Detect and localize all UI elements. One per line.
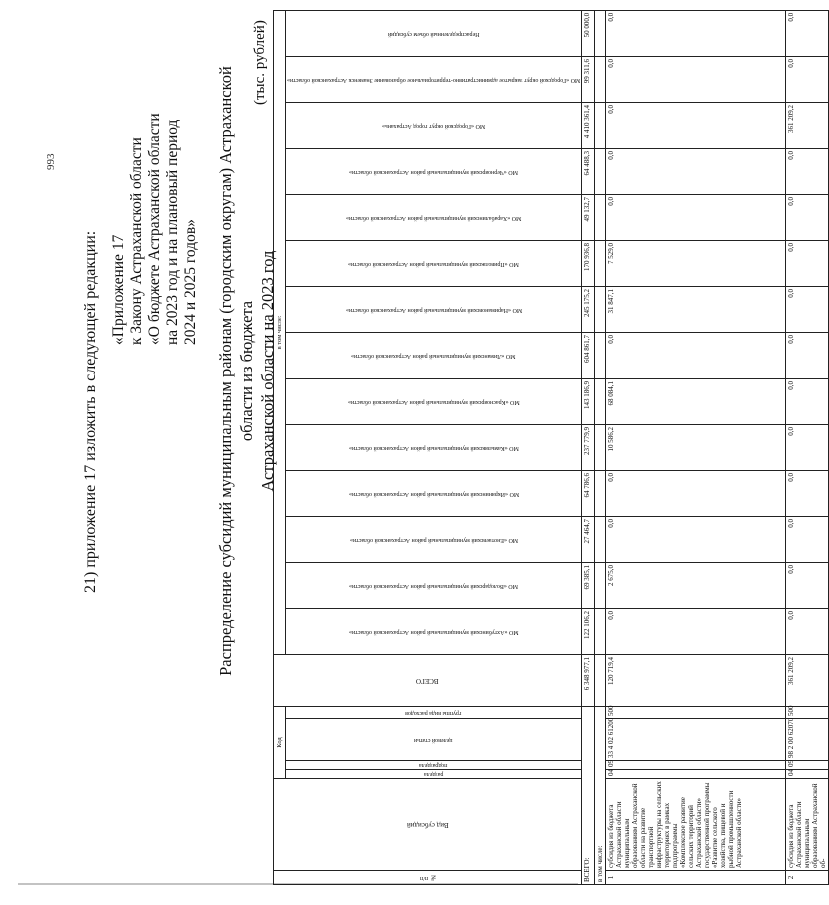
row-cell: 0,0 <box>606 56 786 102</box>
total-cell: 143 186,9 <box>582 378 595 424</box>
row-section: 04 <box>786 770 829 779</box>
row-total: 361 209,2 <box>786 654 829 706</box>
row-cell: 0,0 <box>606 194 786 240</box>
total-cell: 27 464,7 <box>582 516 595 562</box>
total-cell: 4 410 361,4 <box>582 102 595 148</box>
total-cell: 245 175,2 <box>582 286 595 332</box>
appendix-line: «О бюджете Астраханской области <box>146 113 163 345</box>
row-cell: 31 847,1 <box>606 286 786 332</box>
row-cell: 0,0 <box>786 240 829 286</box>
row-cell: 0,0 <box>786 10 829 56</box>
row-subsection: 09 <box>606 761 786 770</box>
total-cell: 50 000,0 <box>582 10 595 56</box>
header-district: МО «Лиманский муниципальный район Астраханской области» <box>286 332 582 378</box>
table-row <box>606 10 786 884</box>
total-row <box>582 10 595 884</box>
header-district: МО «Черноярский муниципальный район Астраханской области» <box>286 148 582 194</box>
row-cell: 361 209,2 <box>786 102 829 148</box>
row-cell: 0,0 <box>786 516 829 562</box>
header-district: МО «Городской округ закрытое административно-территориальное образование Знаменск Астраханской области» <box>286 56 582 102</box>
total-cell: 6 348 977,1 <box>582 654 595 706</box>
row-cell: 7 529,0 <box>606 240 786 286</box>
total-cell: 99 311,6 <box>582 56 595 102</box>
appendix-line: «Приложение 17 <box>110 234 127 345</box>
row-cell: 0,0 <box>606 516 786 562</box>
header-num: № п/п <box>274 871 582 885</box>
total-cell: 237 779,9 <box>582 424 595 470</box>
subsidy-distribution-table <box>273 10 829 885</box>
appendix-line: на 2023 год и на плановый период <box>164 119 181 345</box>
row-cell: 0,0 <box>606 102 786 148</box>
row-cell: 0,0 <box>786 194 829 240</box>
total-cell: 64 786,6 <box>582 470 595 516</box>
header-district: МО «Наримановский муниципальный район Астраханской области» <box>286 286 582 332</box>
total-cell: 69 385,1 <box>582 562 595 608</box>
row-target: 33 4 02 61200 <box>606 719 786 761</box>
appendix-header <box>110 113 200 345</box>
header-district: МО «Харабалинский муниципальный район Астраханской области» <box>286 194 582 240</box>
row-cell: 0,0 <box>606 148 786 194</box>
units-label: (тыс. рублей) <box>252 20 268 105</box>
total-cell: 122 106,2 <box>582 608 595 654</box>
row-cell: 0,0 <box>606 10 786 56</box>
row-cell: 2 675,0 <box>606 562 786 608</box>
row-cell: 0,0 <box>786 286 829 332</box>
row-cell: 10 586,2 <box>606 424 786 470</box>
row-group: 500 <box>606 706 786 718</box>
document-title <box>215 51 278 691</box>
header-district: МО «Приволжский муниципальный район Астраханской области» <box>286 240 582 286</box>
page-number: 993 <box>45 153 57 170</box>
row-cell: 0,0 <box>786 470 829 516</box>
header-subsidy-type: Вид субсидий <box>274 779 582 871</box>
row-name: субсидия из бюджета Астраханской области муниципальным образованиям Астраханской области на развитие транспортной инфраструктуры на сельских территориях в рамках подпрограммы «Комплексное развитие сельских территорий Астраханской области» государственной программы «Развитие сельского хозяйства, пищевой и рыбной промышленности Астраханской области» <box>606 779 786 871</box>
header-total: ВСЕГО <box>274 654 582 706</box>
header-subsection: подраздела <box>286 761 582 770</box>
row-cell: 0,0 <box>606 470 786 516</box>
header-unallocated: Нераспределенный объем субсидий <box>286 10 582 56</box>
header-district: МО «Икрянинский муниципальный район Астраханской области» <box>286 470 582 516</box>
title-line: Астраханской области на 2023 год <box>258 250 277 492</box>
appendix-line: к Закону Астраханской области <box>128 137 145 345</box>
row-cell: 0,0 <box>786 378 829 424</box>
row-total: 120 719,4 <box>606 654 786 706</box>
header-target-article: целевой статьи <box>286 719 582 761</box>
incl-row <box>595 10 606 884</box>
header-district: МО «Енотаевский муниципальный район Астраханской области» <box>286 516 582 562</box>
header-code: Код <box>274 706 286 778</box>
total-cell: 64 488,3 <box>582 148 595 194</box>
row-group: 500 <box>786 706 829 718</box>
amendment-intro: 21) приложение 17 изложить в следующей редакции: <box>82 230 99 593</box>
row-cell: 0,0 <box>786 148 829 194</box>
row-cell: 0,0 <box>786 56 829 102</box>
row-num: 1 <box>606 871 786 885</box>
header-district: МО «Красноярский муниципальный район Астраханской области» <box>286 378 582 424</box>
row-cell: 0,0 <box>606 332 786 378</box>
total-label: ВСЕГО: <box>582 706 595 884</box>
header-expense-group: группы вида расходов <box>286 706 582 718</box>
row-cell: 0,0 <box>786 332 829 378</box>
header-row <box>274 10 286 884</box>
total-cell: 604 861,7 <box>582 332 595 378</box>
total-cell: 49 132,7 <box>582 194 595 240</box>
incl-label: в том числе: <box>595 706 606 884</box>
header-district: МО «Ахтубинский муниципальный район Астраханской области» <box>286 608 582 654</box>
row-cell: 0,0 <box>786 608 829 654</box>
row-section: 04 <box>606 770 786 779</box>
row-cell: 0,0 <box>786 562 829 608</box>
total-cell: 170 936,8 <box>582 240 595 286</box>
table-row <box>786 10 829 884</box>
row-cell: 68 084,1 <box>606 378 786 424</box>
title-line: Распределение субсидий муниципальным районам (городским округам) Астраханской области из бюджета <box>216 66 256 676</box>
row-target: 98 2 00 62070 <box>786 719 829 761</box>
header-section: раздела <box>286 770 582 779</box>
header-district: МО «Камызякский муниципальный район Астраханской области» <box>286 424 582 470</box>
header-incl: в том числе: <box>274 10 286 654</box>
row-subsection: 09 <box>786 761 829 770</box>
appendix-line: 2024 и 2025 годов» <box>182 219 199 345</box>
row-name: субсидия из бюджета Астраханской области муниципальным образованиям Астраханской об- <box>786 779 829 871</box>
header-district: МО «Городской округ город Астрахань» <box>286 102 582 148</box>
row-cell: 0,0 <box>786 424 829 470</box>
row-cell: 0,0 <box>606 608 786 654</box>
row-num: 2 <box>786 871 829 885</box>
header-district: МО «Володарский муниципальный район Астраханской области» <box>286 562 582 608</box>
